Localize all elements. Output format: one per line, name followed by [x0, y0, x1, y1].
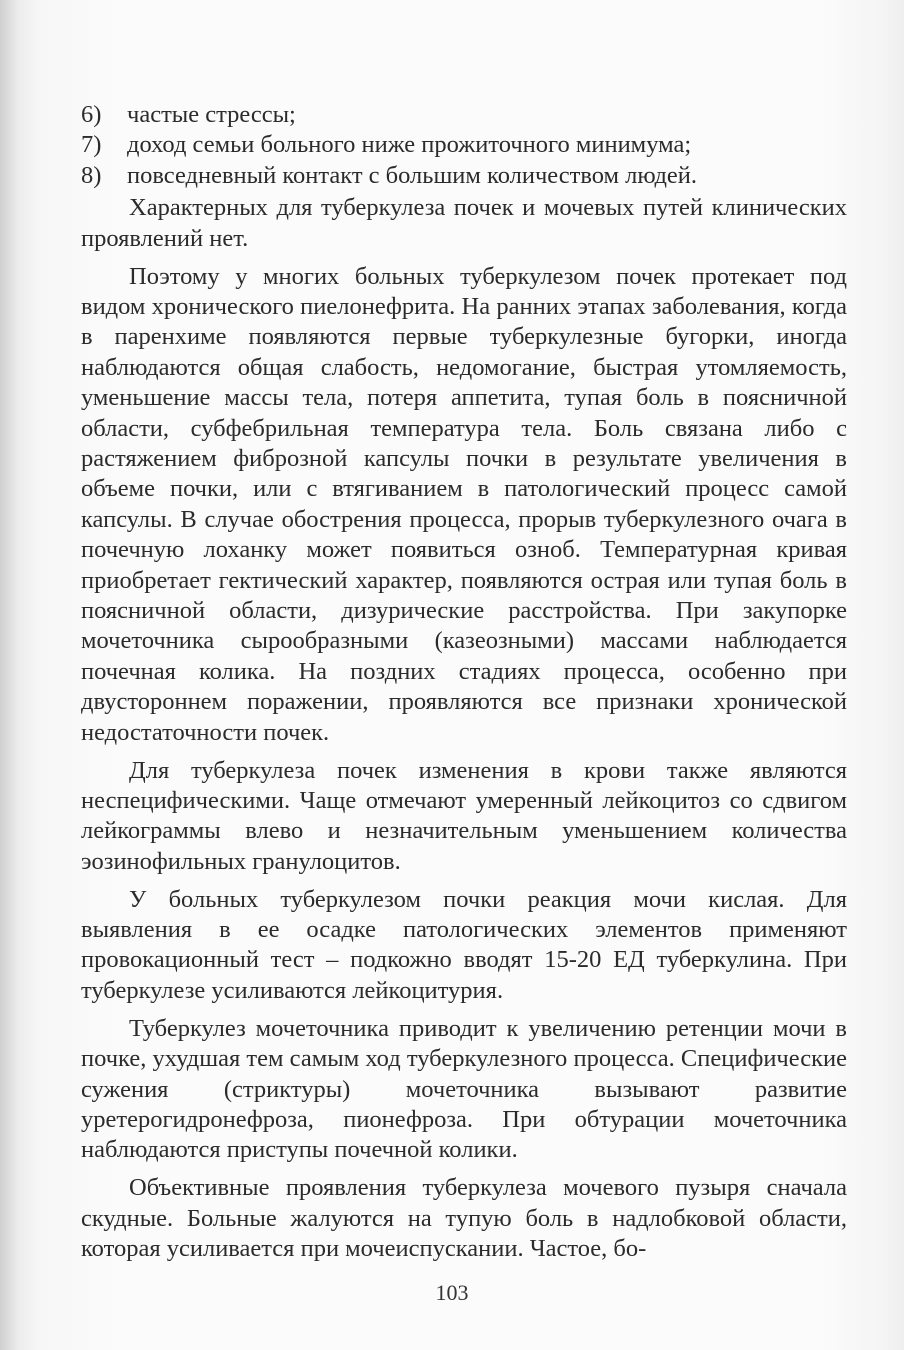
paragraph: У больных туберкулезом почки реакция мочи кислая. Для выявления в ее осадке патологических элементов применяют провокационный тест – подкожно вводят 15-20 ЕД туберкулина. При туберкулезе усиливаются лейкоцитурия.: [81, 885, 847, 1004]
paragraph: Для туберкулеза почек изменения в крови также являются неспецифическими. Чаще отмечают умеренный лейкоцитоз со сдвигом лейкограммы влево и незначительным уменьшением количества эозинофильных гранулоцитов.: [81, 756, 847, 875]
list-number: 6): [81, 101, 102, 128]
paragraph: Объективные проявления туберкулеза мочевого пузыря сначала скудные. Больные жалуются на тупую боль в надлобковой области, которая усиливается при мочеиспускании. Частое, бо-: [81, 1174, 847, 1263]
page-text: [81, 100, 847, 1272]
page-number: 103: [435, 1280, 469, 1305]
paragraph: Характерных для туберкулеза почек и мочевых путей клинических проявлений нет.: [81, 194, 847, 252]
list-text: частые стрессы;: [127, 101, 296, 128]
list-item: [81, 161, 847, 191]
list-item: [81, 130, 847, 160]
list-text: повседневный контакт с большим количеством людей.: [127, 161, 698, 189]
list-text: доход семьи больного ниже прожиточного минимума;: [127, 131, 692, 159]
paragraph: Поэтому у многих больных туберкулезом почек протекает под видом хронического пиелонефрита. На ранних этапах заболевания, когда в паренхиме появляются первые туберкулезные бугорки, иногда наблюдаются общая слабость, недомогание, быстрая утомляемость, уменьшение массы тела, потеря аппетита, тупая боль в поясничной области, субфебрильная температура тела. Боль связана либо с растяжением фиброзной капсулы почки в результате увеличения в объеме почки, или с втягиванием в патологический процесс самой капсулы. В случае обострения процесса, прорыв туберкулезного очага в почечную лоханку может появиться озноб. Температурная кривая приобретает гектический характер, появляются острая или тупая боль в поясничной области, дизурические расстройства. При закупорке мочеточника сырообразными (казеозными) массами наблюдается почечная колика. На поздних стадиях процесса, особенно при двустороннем поражении, проявляются все признаки хронической недостаточности почек.: [81, 262, 847, 746]
list-number: 8): [81, 161, 102, 189]
list-item: [81, 100, 847, 130]
list-number: 7): [81, 131, 102, 159]
paragraph: Туберкулез мочеточника приводит к увеличению ретенции мочи в почке, ухудшая тем самым ход туберкулезного процесса. Специфические сужения (стриктуры) мочеточника вызывают развитие уретерогидронефроза, пионефроза. При обтурации мочеточника наблюдаются приступы почечной колики.: [81, 1014, 847, 1164]
